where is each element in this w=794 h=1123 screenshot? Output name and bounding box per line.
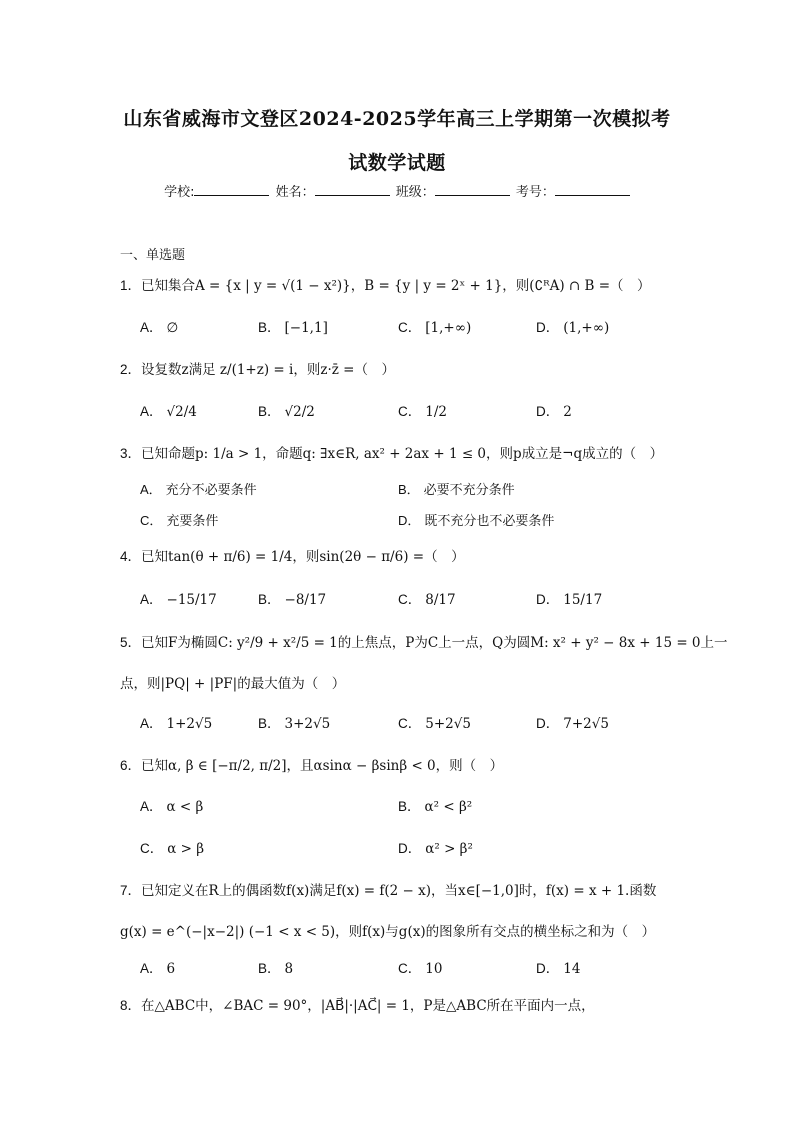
- q6-option-b: B． α² < β²: [398, 799, 473, 815]
- q3-option-b: B． 必要不充分条件: [398, 482, 515, 498]
- q5-option-d: D． 7+2√5: [536, 716, 609, 732]
- field-class-label: 班级：: [395, 185, 435, 200]
- q1-option-a: A． ∅: [140, 320, 179, 336]
- question-3-text: 已知命题p: 1/a > 1，命题q: ∃x∈R, ax² + 2ax + 1 ≤ 0，则p成立是¬q成立的（ ）: [141, 446, 664, 462]
- q5-option-b: B． 3+2√5: [258, 716, 331, 732]
- q4-option-b: B． −8/17: [258, 592, 327, 608]
- question-7: 7．已知定义在R上的偶函数f(x)满足f(x) = f(2 − x)，当x∈[−1,0]时，f(x) = x + 1.函数: [120, 883, 657, 899]
- q2-option-c: C． 1/2: [398, 404, 447, 420]
- field-id-label: 考号：: [515, 185, 555, 200]
- question-4: 4．已知tan(θ + π/6) = 1/4，则sin(2θ − π/6) =（ ）: [120, 549, 465, 565]
- q7-option-c: C． 10: [398, 961, 443, 977]
- page-title: 山东省威海市文登区2024-2025学年高三上学期第一次模拟考: [123, 108, 671, 130]
- field-id-blank: [555, 183, 630, 196]
- q6-option-c: C． α > β: [140, 841, 205, 857]
- question-5-line2: 点，则|PQ| + |PF|的最大值为（ ）: [120, 676, 346, 692]
- field-name-label: 姓名：: [275, 185, 315, 200]
- q4-option-a: A． −15/17: [140, 592, 217, 608]
- q6-option-d: D． α² > β²: [398, 841, 473, 857]
- q5-option-a: A． 1+2√5: [140, 716, 213, 732]
- question-5: 5．已知F为椭圆C: y²/9 + x²/5 = 1的上焦点，P为C上一点，Q为圆M: x² + y² − 8x + 15 = 0上一: [120, 635, 728, 651]
- q2-option-a: A． √2/4: [140, 404, 197, 420]
- question-7-text: 已知定义在R上的偶函数f(x)满足f(x) = f(2 − x)，当x∈[−1,0]时，f(x) = x + 1.函数: [141, 883, 657, 899]
- question-1: 1．已知集合A = {x | y = √(1 − x²)}，B = {y | y = 2ˣ + 1}，则(∁ᴿA) ∩ B =（ ）: [120, 278, 651, 294]
- q3-option-a: A． 充分不必要条件: [140, 482, 257, 498]
- field-class-blank: [435, 183, 510, 196]
- q4-option-d: D． 15/17: [536, 592, 603, 608]
- q3-option-c: C． 充要条件: [140, 513, 219, 529]
- question-4-text: 已知tan(θ + π/6) = 1/4，则sin(2θ − π/6) =（ ）: [141, 549, 465, 565]
- question-2: 2．设复数z满足 z/(1+z) = i，则z·z̄ =（ ）: [120, 362, 395, 378]
- question-8: 8．在△ABC中，∠BAC = 90°，|AB⃗|·|AC⃗| = 1，P是△ABC所在平面内一点，: [120, 998, 595, 1014]
- field-school-label: 学校:: [164, 185, 195, 200]
- q1-option-c: C． [1,+∞): [398, 320, 472, 336]
- question-3: 3．已知命题p: 1/a > 1，命题q: ∃x∈R, ax² + 2ax + 1 ≤ 0，则p成立是¬q成立的（ ）: [120, 446, 664, 462]
- question-5-text: 已知F为椭圆C: y²/9 + x²/5 = 1的上焦点，P为C上一点，Q为圆M: x² + y² − 8x + 15 = 0上一: [141, 635, 728, 651]
- question-6-text: 已知α, β ∈ [−π/2, π/2]，且αsinα − βsinβ < 0，则（ ）: [141, 758, 504, 774]
- field-school-blank: [194, 183, 269, 196]
- q2-option-d: D． 2: [536, 404, 572, 420]
- question-7-line2: g(x) = e^(−|x−2|) (−1 < x < 5)，则f(x)与g(x)的图象所有交点的横坐标之和为（ ）: [120, 924, 656, 940]
- question-8-text: 在△ABC中，∠BAC = 90°，|AB⃗|·|AC⃗| = 1，P是△ABC所在平面内一点，: [141, 998, 595, 1014]
- q3-option-d: D． 既不充分也不必要条件: [398, 513, 555, 529]
- q5-option-c: C． 5+2√5: [398, 716, 471, 732]
- section-title: 一、单选题: [120, 248, 186, 263]
- q6-option-a: A． α < β: [140, 799, 204, 815]
- q2-option-b: B． √2/2: [258, 404, 315, 420]
- q1-option-d: D． (1,+∞): [536, 320, 610, 336]
- q1-option-b: B． [−1,1]: [258, 320, 328, 336]
- field-name-blank: [315, 183, 390, 196]
- q7-option-a: A． 6: [140, 961, 176, 977]
- q7-option-d: D． 14: [536, 961, 581, 977]
- question-1-text: 已知集合A = {x | y = √(1 − x²)}，B = {y | y = 2ˣ + 1}，则(∁ᴿA) ∩ B =（ ）: [141, 278, 651, 294]
- q7-option-b: B． 8: [258, 961, 294, 977]
- q4-option-c: C． 8/17: [398, 592, 456, 608]
- question-2-text: 设复数z满足 z/(1+z) = i，则z·z̄ =（ ）: [141, 362, 395, 378]
- student-info-row: [0, 181, 794, 200]
- question-6: 6．已知α, β ∈ [−π/2, π/2]，且αsinα − βsinβ < 0，则（ ）: [120, 758, 504, 774]
- page-title-line2: 试数学试题: [348, 152, 446, 174]
